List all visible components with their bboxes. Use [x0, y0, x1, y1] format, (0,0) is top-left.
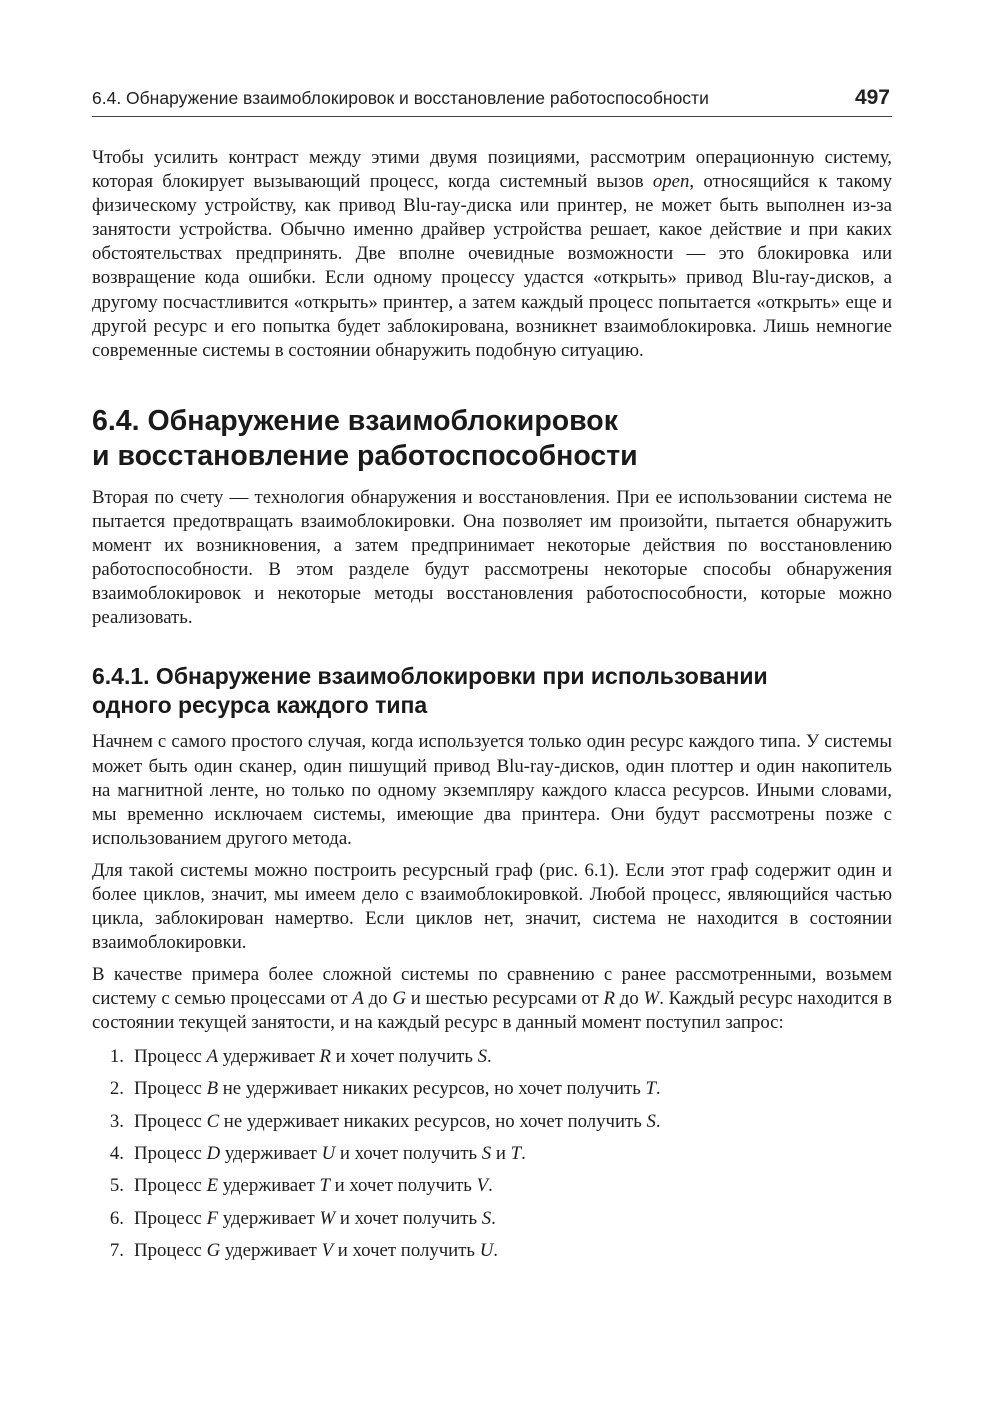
- process-list: [92, 1045, 892, 1264]
- page-body: [92, 146, 892, 1272]
- term-open: open: [652, 171, 690, 193]
- list-item: 4. Процесс D удерживает U и хочет получить S и T.: [109, 1142, 526, 1164]
- page-number: 497: [854, 86, 890, 109]
- subsection-heading: 6.4.1. Обнаружение взаимоблокировки при использовании одного ресурса каждого типа: [92, 663, 768, 719]
- section-heading: 6.4. Обнаружение взаимоблокировок и восстановление работоспособности: [92, 404, 638, 472]
- list-item: 6. Процесс F удерживает W и хочет получить S.: [109, 1207, 496, 1229]
- subsection-paragraph-3: В качестве примера более сложной системы по сравнению с ранее рассмотренными, возьмем систему с семью процессами от A до G и шестью ресурсами от R до W. Каждый ресурс находится в состоянии текущей занятости, и на каждый ресурс в данный момент поступил запрос:: [92, 964, 893, 1034]
- running-head-title: 6.4. Обнаружение взаимоблокировок и восстановление работоспособности: [92, 88, 709, 108]
- list-item: 1. Процесс A удерживает R и хочет получить S.: [109, 1045, 492, 1067]
- running-head: [92, 86, 890, 110]
- list-item: 7. Процесс G удерживает V и хочет получить U.: [109, 1240, 498, 1262]
- subsection-paragraph-2: Для такой системы можно построить ресурсный граф (рис. 6.1). Если этот граф содержит один и более циклов, значит, мы имеем дело с взаимоблокировкой. Любой процесс, являющийся частью цикла, заблокирован намертво. Если циклов нет, значит, система не находится в состоянии взаимоблокировки.: [92, 859, 892, 954]
- header-rule: [92, 116, 892, 117]
- list-item: 2. Процесс B не удерживает никаких ресурсов, но хочет получить T.: [109, 1078, 661, 1100]
- section-paragraph: Вторая по счету — технология обнаружения и восстановления. При ее использовании система не пытается предотвращать взаимоблокировки. Она позволяет им произойти, пытается обнаружить момент их возникновения, а затем предпринимает некоторые действия по восстановлению работоспособности. В этом разделе будут рассмотрены некоторые способы обнаружения взаимоблокировок и некоторые методы восстановления работоспособности, которые можно реализовать.: [92, 486, 892, 629]
- intro-paragraph: Чтобы усилить контраст между этими двумя позициями, рассмотрим операционную систему, которая блокирует вызывающий процесс, когда системный вызов open, относящийся к такому физическому устройству, как привод Blu-ray-диска или принтер, не может быть выполнен из-за занятости устройства. Обычно именно драйвер устройства решает, какое действие и при каких обстоятельствах предпринять. Две вполне очевидные возможности — это блокировка или возвращение кода ошибки. Если одному процессу удастся «открыть» привод Blu-ray-дисков, а другому посчастливится «открыть» принтер, а затем каждый процесс попытается «открыть» еще и другой ресурс и его попытка будет заблокирована, возникнет взаимоблокировка. Лишь немногие современные системы в состоянии обнаружить подобную ситуацию.: [92, 147, 892, 361]
- subsection-paragraph-1: Начнем с самого простого случая, когда используется только один ресурс каждого типа. У системы может быть один сканер, один пишущий привод Blu-ray-дисков, один плоттер и один накопитель на магнитной ленте, но только по одному экземпляру каждого класса ресурсов. Иными словами, мы временно исключаем системы, имеющие два принтера. Они будут рассмотрены позже с использованием другого метода.: [92, 731, 892, 849]
- list-item: 5. Процесс E удерживает T и хочет получить V.: [109, 1175, 493, 1197]
- list-item: 3. Процесс C не удерживает никаких ресурсов, но хочет получить S.: [109, 1110, 661, 1132]
